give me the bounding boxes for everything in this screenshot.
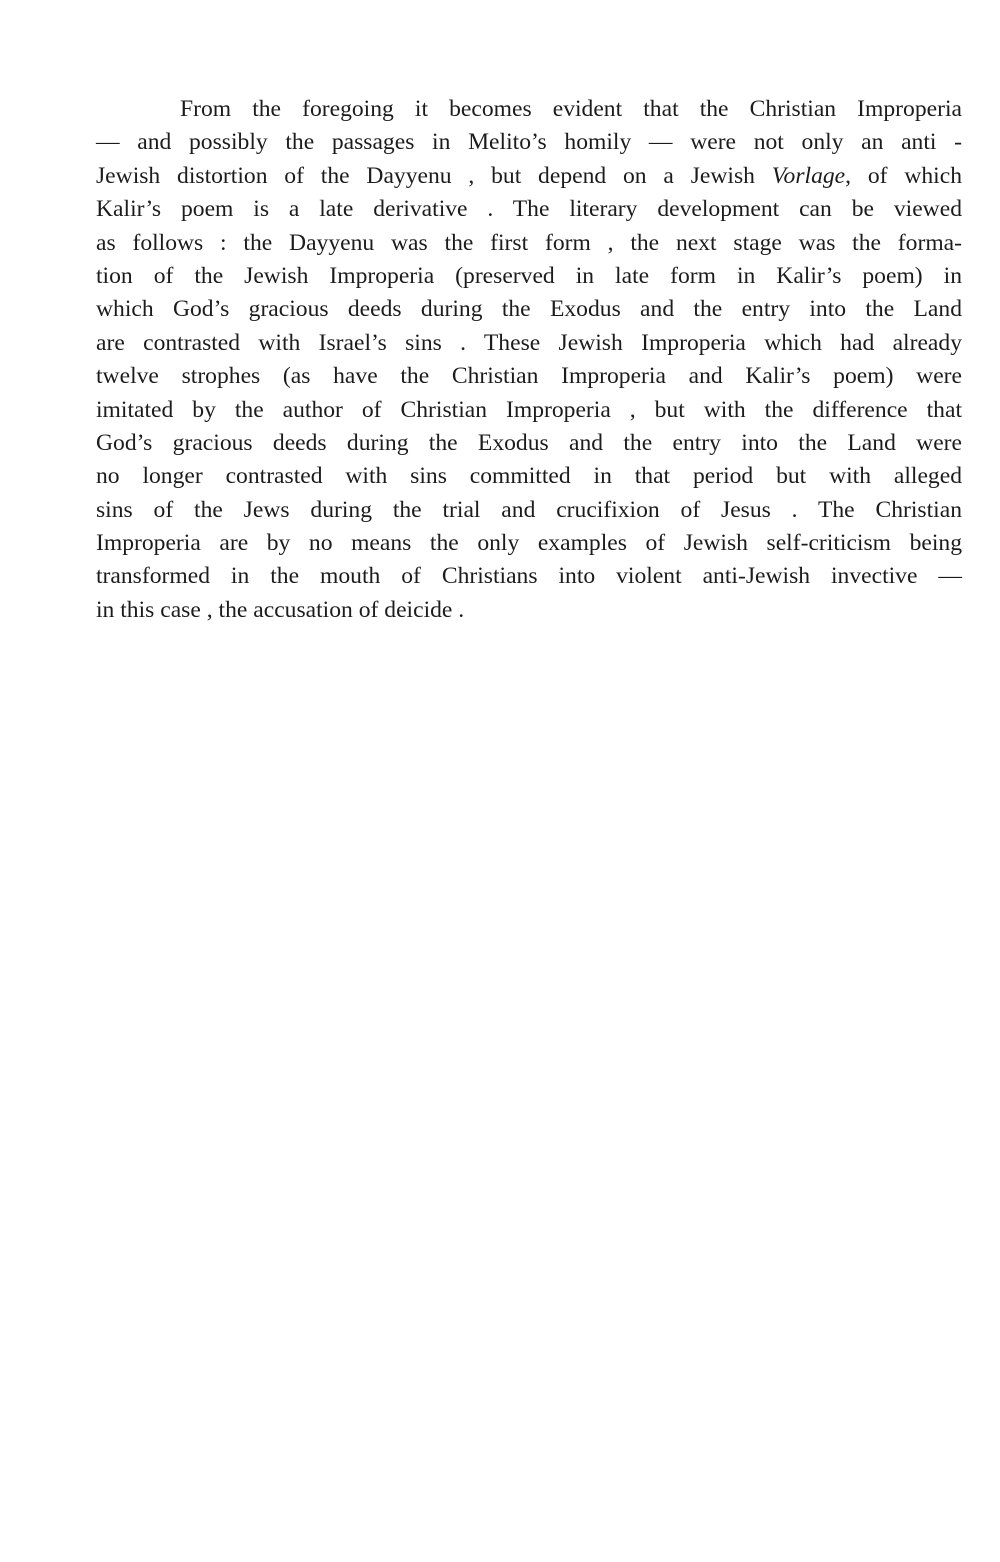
paragraph-line: [96, 460, 962, 493]
line-text: — and possibly the passages in Melito’s homily — were not only an anti -: [96, 129, 962, 156]
paragraph-line: [96, 93, 962, 126]
line-text: tion of the Jewish Improperia (preserved in late form in Kalir’s poem) in: [96, 262, 962, 289]
paragraph-line: [96, 560, 962, 593]
line-text: transformed in the mouth of Christians into violent anti-Jewish invective —: [96, 563, 962, 590]
line-text: as follows : the Dayyenu was the first form , the next stage was the forma-: [96, 229, 962, 256]
line-text: imitated by the author of Christian Improperia , but with the difference that: [96, 396, 962, 423]
paragraph-line: [96, 160, 962, 193]
line-text: in this case , the accusation of deicide .: [96, 596, 465, 623]
paragraph-line: [96, 427, 962, 460]
paragraph-line: [96, 594, 962, 627]
paragraph-line: [96, 527, 962, 560]
paragraph-line: [96, 126, 962, 159]
line-text: no longer contrasted with sins committed in that period but with alleged: [96, 463, 962, 490]
paragraph-line: [96, 193, 962, 226]
line-text: sins of the Jews during the trial and crucifixion of Jesus . The Christian: [96, 496, 962, 523]
line-text: twelve strophes (as have the Christian Improperia and Kalir’s poem) were: [96, 363, 962, 390]
line-text: which God’s gracious deeds during the Exodus and the entry into the Land: [96, 296, 962, 323]
paragraph-line: [96, 293, 962, 326]
line-text: are contrasted with Israel’s sins . These Jewish Improperia which had already: [96, 329, 962, 356]
paragraph-line: [96, 494, 962, 527]
paragraph-line: [96, 327, 962, 360]
paragraph-line: [96, 227, 962, 260]
line-text: From the foregoing it becomes evident that the Christian Improperia: [180, 96, 962, 122]
line-text: Jewish distortion of the Dayyenu , but depend on a Jewish: [96, 162, 772, 189]
line-text: God’s gracious deeds during the Exodus and the entry into the Land were: [96, 429, 962, 456]
italic-term-vorlage: Vorlage: [771, 162, 846, 189]
body-paragraph: [96, 93, 962, 627]
paragraph-line: [96, 360, 962, 393]
paragraph-line: [96, 394, 962, 427]
line-text: Improperia are by no means the only examples of Jewish self-criticism being: [96, 530, 962, 557]
line-text: , of which: [845, 162, 962, 189]
paragraph-line: [96, 260, 962, 293]
line-text: Kalir’s poem is a late derivative . The literary development can be viewed: [96, 196, 962, 223]
